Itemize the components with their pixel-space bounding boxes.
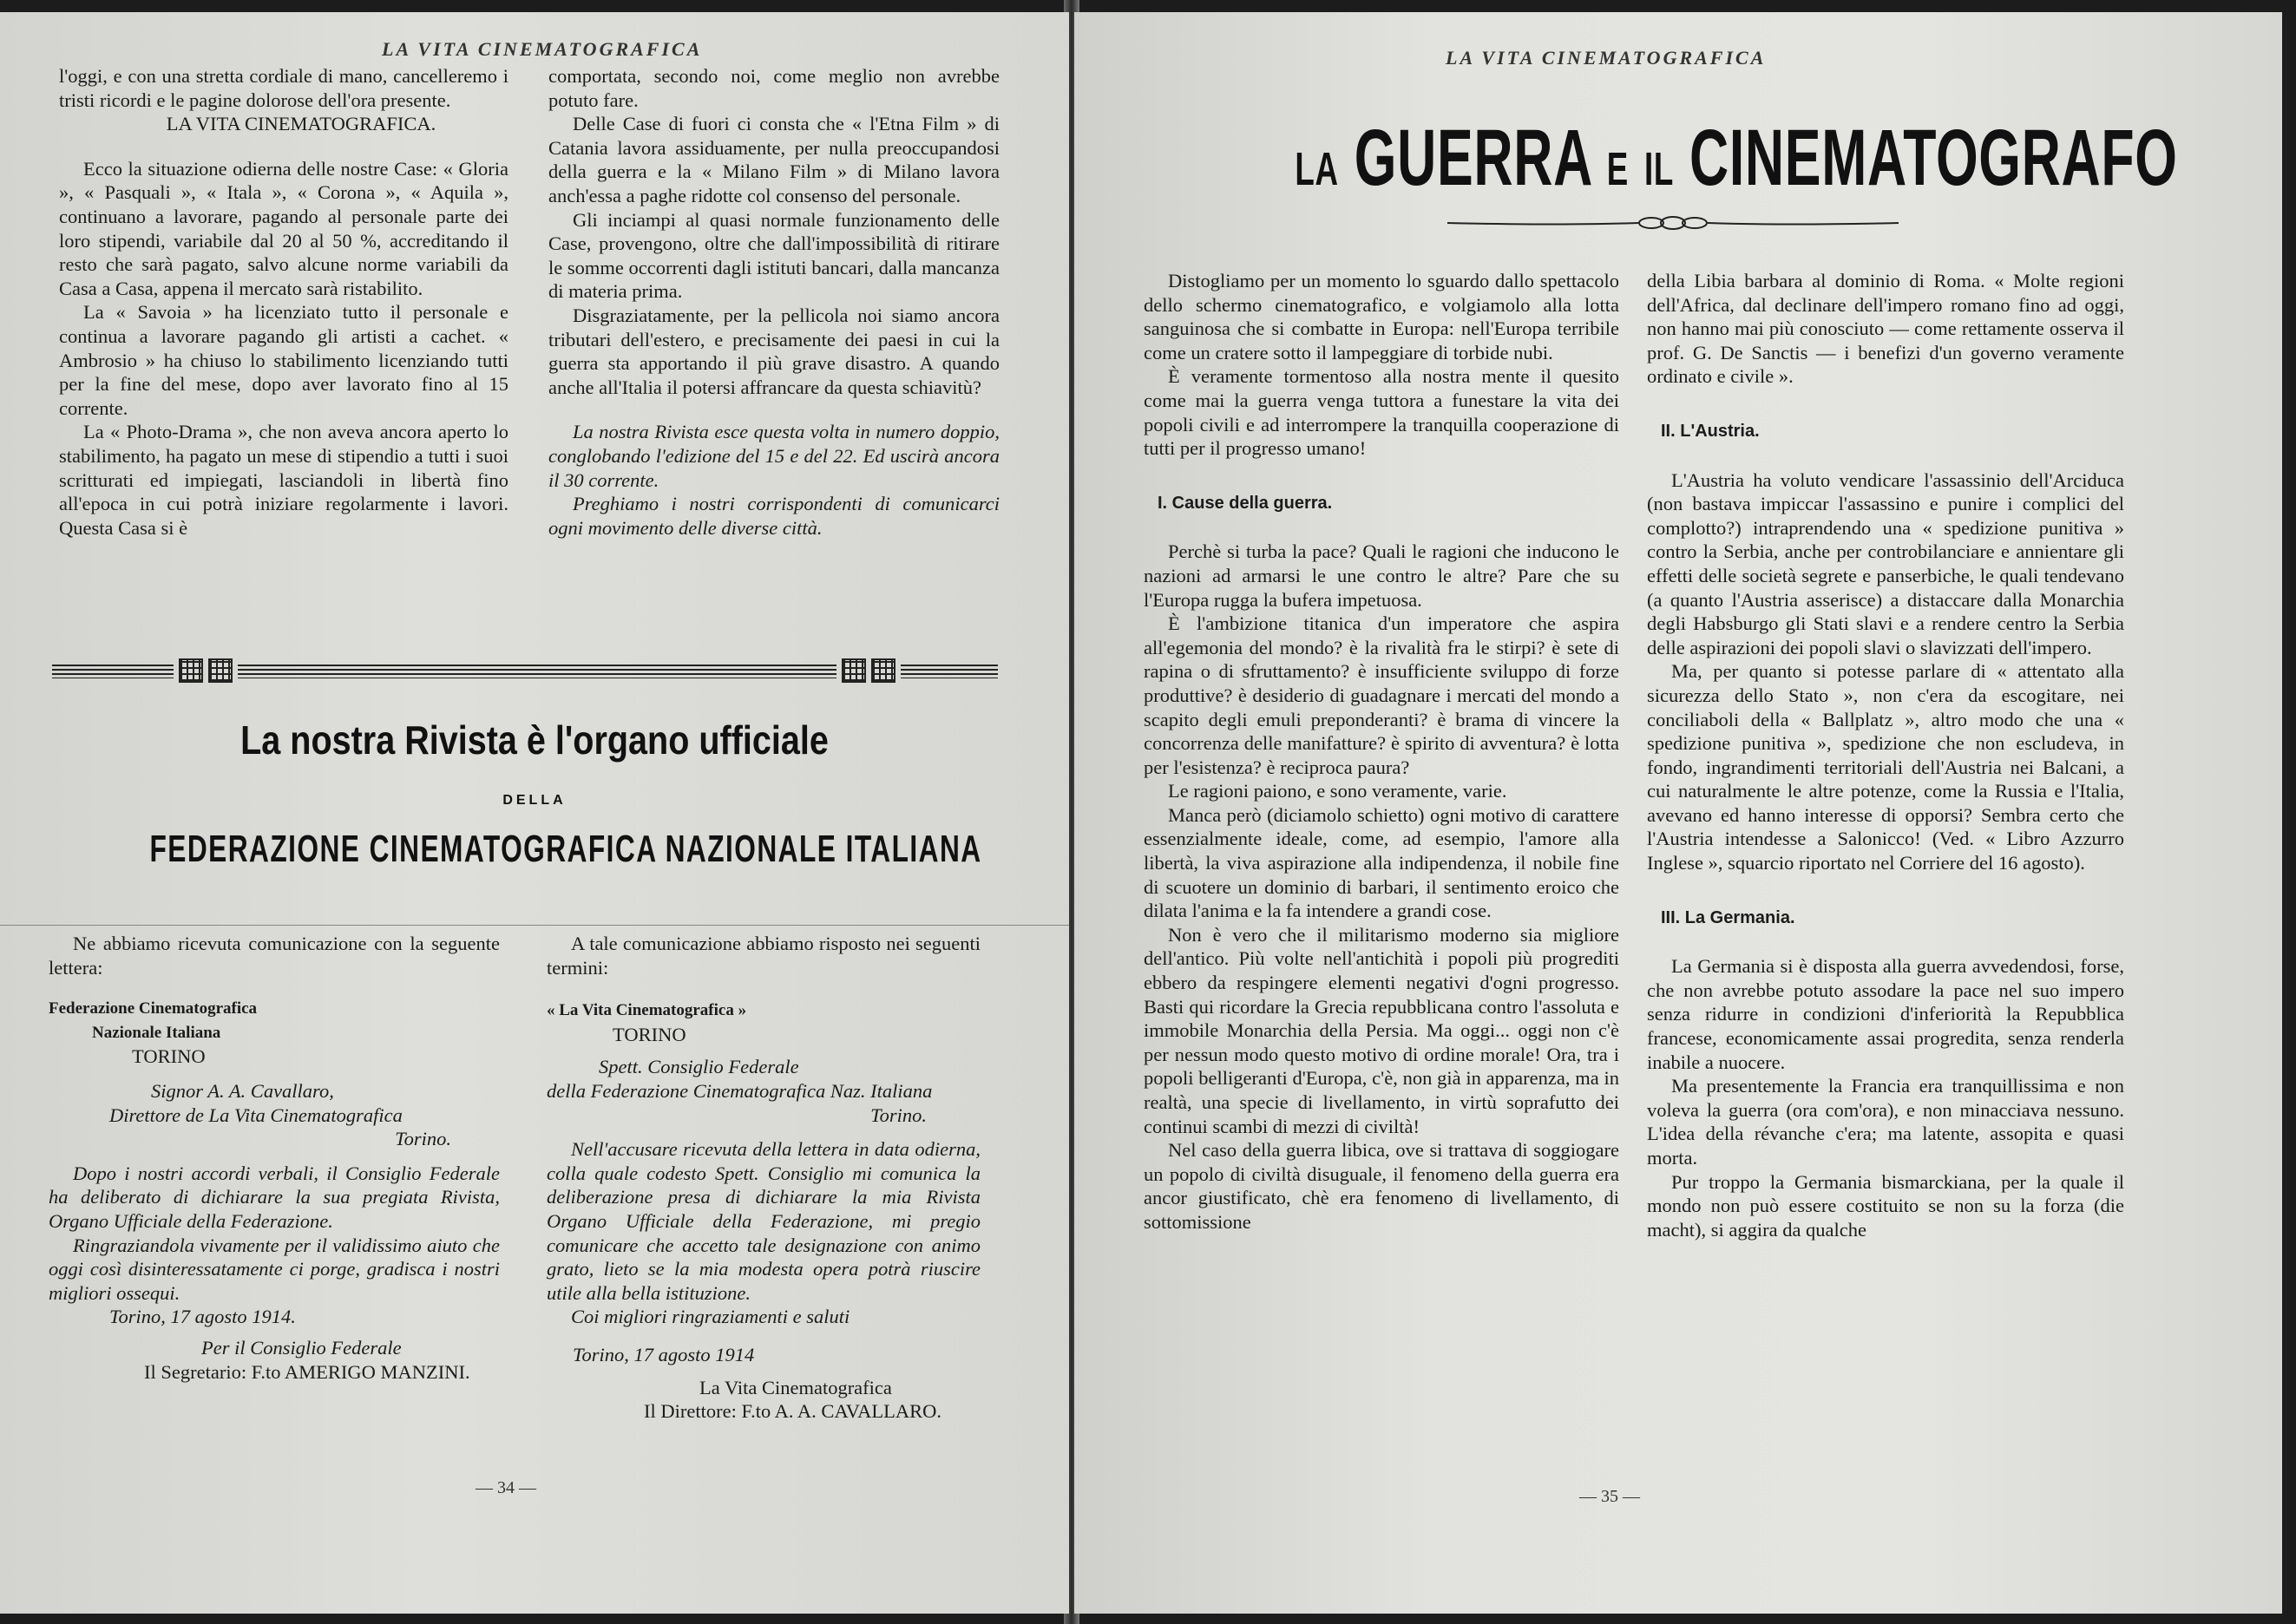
title-word-il: IL	[1643, 143, 1674, 195]
section-heading: II. L'Austria.	[1661, 421, 1760, 441]
title-word-guerra: GUERRA	[1354, 114, 1591, 202]
paragraph: Manca però (diciamolo schietto) ogni motivo di carattere essenzialmente ideale, come, ad esempio, l'amore alla libertà, la viva aspirazione alla indipendenza, il nobile fine di scuotere un dominio di barbari, il sentimento eroico che dilata l'anima e la fa intendere a grandi cose.	[1144, 803, 1619, 922]
right-page	[1074, 12, 2282, 1614]
banner-federation: FEDERAZIONE CINEMATOGRAFICA NAZIONALE ITALIANA	[149, 828, 982, 870]
rule-lines	[52, 665, 174, 678]
address-line: Nazionale Italiana	[92, 1023, 221, 1042]
paragraph: La « Photo-Drama », che non aveva ancora aperto lo stabilimento, ha pagato un mese di stipendio a tutti i suoi scritturati ed impiegati, lasciandoli in libertà fino all'epoca in cui potrà iniziare regolarmente i lavori. Questa Casa si è	[59, 421, 508, 539]
letter-signature: Per il Consiglio Federale	[201, 1336, 402, 1359]
paragraph: La Germania si è disposta alla guerra avvedendosi, forse, che non avrebbe potuto assodare la pace nel suo impero senza ridurre in condizioni d'inferiorità la Repubblica francese, economicamente assai progredita, senza renderla inabile a nuocere.	[1647, 955, 2124, 1073]
decorative-rule-band	[52, 656, 998, 685]
section-heading: I. Cause della guerra.	[1158, 493, 1333, 513]
letter-body: Nell'accusare ricevuta della lettera in data odierna, colla quale codesto Spett. Consiglio mi comunica la deliberazione presa di dichiarare la mia Rivista Organo Ufficiale della Federazione, mi pregio comunicare che accetto tale designazione con animo grato, lieto se la mia modesta opera potrà riuscire utile alla bella istituzione.	[547, 1138, 981, 1304]
paragraph: Delle Case di fuori ci consta che « l'Etna Film » di Catania lavora assiduamente, per nulla preoccupandosi della guerra e la « Milano Film » di Milano lavora anch'essa a paghe ridotte col consenso del personale.	[548, 113, 1000, 206]
salutation-line: Direttore de La Vita Cinematografica	[109, 1103, 403, 1126]
paragraph: l'oggi, e con una stretta cordiale di mano, cancelleremo i tristi ricordi e le pagine dolorose dell'ora presente.	[59, 65, 508, 111]
title-ornament-rule	[1447, 213, 1899, 232]
paragraph: L'Austria ha voluto vendicare l'assassinio dell'Arciduca (non bastava impiccar l'assassino e punire i complici del complotto?) intraprendendo una « spedizione punitiva » contro la Serbia, anche per controbilanciare e annientare gli effetti delle società segrete e panserbiche, le quali tendevano (a quanto l'Austria asserisce) a distaccare dalla Monarchia degli Habsburgo gli Stati slavi e a rendere centro la Serbia delle aspirazioni dei popoli slavi o slavizzati dell'impero.	[1647, 468, 2124, 658]
paragraph: Ma presentemente la Francia era tranquillissima e non voleva la guerra (ora com'ora), e non minacciava nessuno. L'idea della révanche c'era; ma latente, assopita e quasi morta.	[1647, 1075, 2124, 1169]
salutation-line: della Federazione Cinematografica Naz. Italiana	[547, 1079, 933, 1102]
ornament-box	[842, 658, 866, 683]
page-number-right: — 35 —	[1579, 1487, 1640, 1506]
notice-paragraph: Preghiamo i nostri corrispondenti di comunicarci ogni movimento delle diverse città.	[548, 493, 1000, 539]
letter-body: Coi migliori ringraziamenti e saluti	[571, 1306, 850, 1328]
letter-signature: La Vita Cinematografica	[699, 1376, 892, 1398]
paragraph: È veramente tormentoso alla nostra mente il quesito come mai la guerra venga tuttora a funestare la vita dei popoli civili e ad interrompere la tranquilla cooperazione di tutti per il progresso umano!	[1144, 365, 1619, 460]
letter-date: Torino, 17 agosto 1914.	[109, 1306, 296, 1328]
ornament-box	[871, 658, 895, 683]
page-number-left: — 34 —	[476, 1478, 536, 1497]
paragraph: Distogliamo per un momento lo sguardo dallo spettacolo dello schermo cinematografico, e volgiamolo alla lotta sanguinosa che si combatte in Europa: nell'Europa terribile come un cratere sotto il lampeggiare di torbide nubi.	[1144, 270, 1619, 363]
paragraph: Pur troppo la Germania bismarckiana, per la quale il mondo non può essere costituito se non su la forza (die macht), si aggira da qualche	[1647, 1170, 2124, 1241]
letter-signature: Il Segretario: F.to AMERIGO MANZINI.	[144, 1360, 470, 1383]
signature-line: LA VITA CINEMATOGRAFICA.	[166, 113, 436, 135]
ornament-box	[208, 658, 233, 683]
address-line: « La Vita Cinematografica »	[547, 1001, 747, 1020]
article-title	[1295, 113, 2178, 204]
running-head-right: LA VITA CINEMATOGRAFICA	[1446, 47, 1767, 69]
title-word-la: LA	[1295, 143, 1339, 195]
left-top-column-1	[59, 64, 508, 540]
paragraph: Perchè si turba la pace? Quali le ragioni che inducono le nazioni ad armarsi le une contro le altre? Pare che su l'Europa rugga la bufera impetuosa.	[1144, 540, 1619, 611]
notice-paragraph: La nostra Rivista esce questa volta in numero doppio, conglobando l'edizione del 15 e del 22. Ed uscirà ancora il 30 corrente.	[548, 421, 1000, 491]
salutation-line: Torino.	[395, 1128, 451, 1150]
paragraph: Nel caso della guerra libica, ove si trattava di soggiogare un popolo di civiltà disuguale, il fenomeno della guerra era ancor giustificato, chè era fenomeno di livellamento, di sottomissione	[1144, 1139, 1619, 1233]
paragraph: Non è vero che il militarismo moderno sia migliore dell'antico. Più volte nell'antichità i popoli più progrediti ebbero da respingere elementi negativi d'ogni progresso. Basti qui ricordare la Grecia repubblicana contro l'assoluta e immobile Monarchia della Persia. Ma oggi... oggi non c'è per nessun modo questo motivo di ordine morale! Ora, tra i popoli belligeranti d'Europa, c'è, non già in apparenza, ma in realtà, una specie di livellamento, in virtù soprafutto dei continui scambi di mezzi di civiltà!	[1144, 923, 1619, 1137]
paragraph: Ecco la situazione odierna delle nostre Case: « Gloria », « Pasquali », « Itala », « Corona », « Aquila », continuano a lavorare, pagando al personale parte dei loro stipendi, variabile dal 20 al 50 %, accreditando il resto che sarà pagato, salvo alcune norme variabili da Casa a Casa, appena il mercato sarà ristabilito.	[59, 157, 508, 299]
letter-body: Ringraziandola vivamente per il validissimo aiuto che oggi così disinteressatamente ci porge, gradisca i nostri migliori ossequi.	[49, 1234, 500, 1304]
letter-reply	[547, 932, 981, 1424]
paragraph: Le ragioni paiono, e sono veramente, varie.	[1168, 780, 1507, 802]
address-line: TORINO	[132, 1045, 206, 1068]
salutation-line: Torino.	[870, 1103, 927, 1126]
salutation-line: Spett. Consiglio Federale	[599, 1056, 799, 1078]
salutation-line: Signor A. A. Cavallaro,	[151, 1079, 334, 1102]
address-line: TORINO	[613, 1023, 686, 1045]
paragraph: Disgraziatamente, per la pellicola noi siamo ancora tributari dell'estero, e precisamente dei paesi in cui la guerra sta apportando il più grave disastro. A quando anche all'Italia il potersi affrancare da questa schiavitù?	[548, 304, 1000, 398]
paragraph: della Libia barbara al dominio di Roma. « Molte regioni dell'Africa, dal declinare dell'impero romano fino ad oggi, non hanno mai più conosciuto — come rettamente osserva il prof. G. De Sanctis — i benefizi d'un governo veramente ordinato e civile ».	[1647, 270, 2124, 388]
left-page	[0, 12, 1069, 1614]
paragraph: È l'ambizione titanica d'un imperatore che aspira all'egemonia del mondo? è la rivalità fra le stirpi? è sete di rapina o di sfruttamento? è insufficiente sviluppo di forze produttive? è desiderio di guadagnare i mercati del mondo a scapito degli emuli preponderanti? è brama di vincere la concorrenza delle manifatture? è spirito di avventura? è lotta per l'esistenza? è reciproca paura?	[1144, 612, 1619, 778]
letter-intro: A tale comunicazione abbiamo risposto nei seguenti termini:	[547, 933, 981, 979]
title-word-cinematografo: CINEMATOGRAFO	[1689, 114, 2178, 202]
left-top-column-2	[548, 64, 1000, 540]
right-column-1	[1144, 269, 1619, 1234]
paragraph: La « Savoia » ha licenziato tutto il personale e continua a lavorare pagando gli artisti a cachet. « Ambrosio » ha chiuso lo stabilimento licenziando tutti per la fine del mese, dopo aver lavorato fino al 15 corrente.	[59, 301, 508, 419]
address-line: Federazione Cinematografica	[49, 999, 258, 1018]
paragraph: comportata, secondo noi, come meglio non avrebbe potuto fare.	[548, 65, 1000, 111]
ornament-box	[179, 658, 203, 683]
letter-intro: Ne abbiamo ricevuta comunicazione con la seguente lettera:	[49, 933, 500, 979]
rule-lines	[901, 665, 998, 678]
rule-lines	[238, 665, 836, 678]
banner-della: DELLA	[502, 793, 567, 808]
letter-body: Dopo i nostri accordi verbali, il Consiglio Federale ha deliberato di dichiarare la sua pregiata Rivista, Organo Ufficiale della Federazione.	[49, 1162, 500, 1232]
paragraph: Gli inciampi al quasi normale funzionamento delle Case, provengono, oltre che dall'impossibilità di ritirare le somme occorrenti dagli istituti bancari, dalla mancanza di materia prima.	[548, 208, 1000, 303]
letter-signature: Il Direttore: F.to A. A. CAVALLARO.	[644, 1400, 942, 1423]
banner-title: La nostra Rivista è l'organo ufficiale	[240, 717, 829, 763]
title-word-e: E	[1606, 143, 1629, 195]
running-head-left: LA VITA CINEMATOGRAFICA	[382, 38, 703, 60]
section-heading: III. La Germania.	[1661, 907, 1795, 927]
paragraph: Ma, per quanto si potesse parlare di « attentato alla sicurezza dello Stato », non c'era da escogitare, nei conciliaboli della « Ballplatz », altro modo che una « spedizione punitiva », spedizione che non escludeva, in fondo, ingrandimenti territoriali dell'Austria nei Balcani, a cui naturalmente le altre potenze, come la Russia e l'Italia, avevano ed hanno interesse di opporsi? Sembra certo che l'Austria intendesse a Salonicco! (Ved. « Libro Azzurro Inglese », squarcio riportato nel Corriere del 16 agosto).	[1647, 660, 2124, 874]
letter-date: Torino, 17 agosto 1914	[573, 1343, 755, 1365]
right-column-2	[1647, 269, 2124, 1241]
divider	[0, 925, 1069, 926]
letter-from-federation	[49, 932, 500, 1384]
